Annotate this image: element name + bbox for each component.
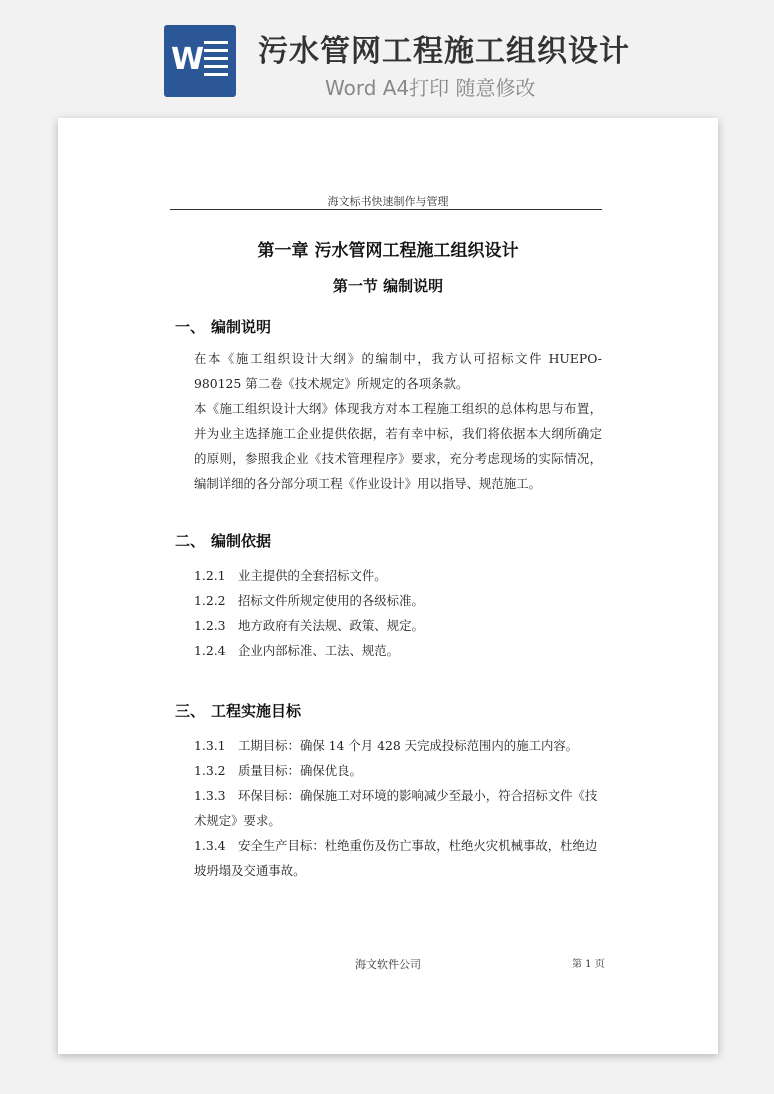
word-logo-letter: W [171, 42, 205, 77]
header-divider [170, 209, 602, 210]
banner-title: 污水管网工程施工组织设计 [258, 34, 630, 69]
list-item [194, 758, 586, 783]
page-number: 第 1 页 [572, 959, 605, 970]
list-item-text: 地方政府有关法规、政策、规定。 [238, 618, 424, 633]
heading-part2 [175, 530, 271, 551]
list-item-text: 安全生产目标：杜绝重伤及伤亡事故，杜绝火灾机械事故，杜绝边坡坍塌及交通事故。 [194, 838, 598, 878]
list-item [194, 613, 586, 638]
banner-subtitle: Word A4打印 随意修改 [325, 76, 536, 100]
page-footer-company: 海文软件公司 [355, 958, 421, 971]
list-item-number: 1.2.1 [194, 568, 226, 583]
heading-part3-number: 三、 [175, 702, 206, 720]
heading-part3 [175, 700, 301, 721]
heading-part3-title: 工程实施目标 [211, 702, 302, 720]
list-item [194, 638, 586, 663]
heading-part2-title: 编制依据 [211, 532, 272, 550]
heading-part2-number: 二、 [175, 532, 206, 550]
paragraph-1: 在本《施工组织设计大纲》的编制中，我方认可招标文件 HUEPO-980125 第二卷《技术规定》所规定的各项条款。 [194, 351, 602, 391]
heading-part1-title: 编制说明 [211, 318, 272, 336]
list-item [194, 783, 602, 833]
list-item-text: 环保目标：确保施工对环境的影响减少至最小，符合招标文件《技术规定》要求。 [194, 788, 598, 828]
paragraph-2: 本《施工组织设计大纲》体现我方对本工程施工组织的总体构思与布置，并为业主选择施工企业提供依据，若有幸中标，我们将依据本大纲所确定的原则，参照我企业《技术管理程序》要求，充分考虑现场的实际情况，编制详细的各分部分项工程《作业设计》用以指导、规范施工。 [194, 401, 602, 491]
document-page [58, 118, 718, 1054]
list-item-number: 1.2.2 [194, 593, 226, 608]
heading-part1-number: 一、 [175, 318, 206, 336]
list-item [194, 588, 586, 613]
list-item-number: 1.3.3 [194, 788, 226, 803]
list-item-number: 1.3.1 [194, 738, 226, 753]
heading-part1 [175, 316, 271, 337]
page-header: 海文标书快速制作与管理 [327, 195, 449, 208]
list-item-text: 工期目标：确保 14 个月 428 天完成投标范围内的施工内容。 [238, 738, 579, 753]
list-item-number: 1.2.3 [194, 618, 226, 633]
list-item-number: 1.2.4 [194, 643, 226, 658]
list-item [194, 733, 586, 758]
list-item-text: 质量目标：确保优良。 [238, 763, 362, 778]
list-item-number: 1.3.2 [194, 763, 226, 778]
word-logo-icon [164, 25, 236, 97]
list-item [194, 563, 586, 588]
list-item-number: 1.3.4 [194, 838, 226, 853]
section-title: 第一节 编制说明 [332, 277, 444, 295]
list-item-text: 业主提供的全套招标文件。 [238, 568, 387, 583]
list-item-text: 招标文件所规定使用的各级标准。 [238, 593, 424, 608]
chapter-title: 第一章 污水管网工程施工组织设计 [257, 241, 519, 261]
list-item-text: 企业内部标准、工法、规范。 [238, 643, 400, 658]
banner [0, 0, 774, 110]
word-logo-lines [204, 41, 228, 81]
list-item [194, 833, 602, 883]
